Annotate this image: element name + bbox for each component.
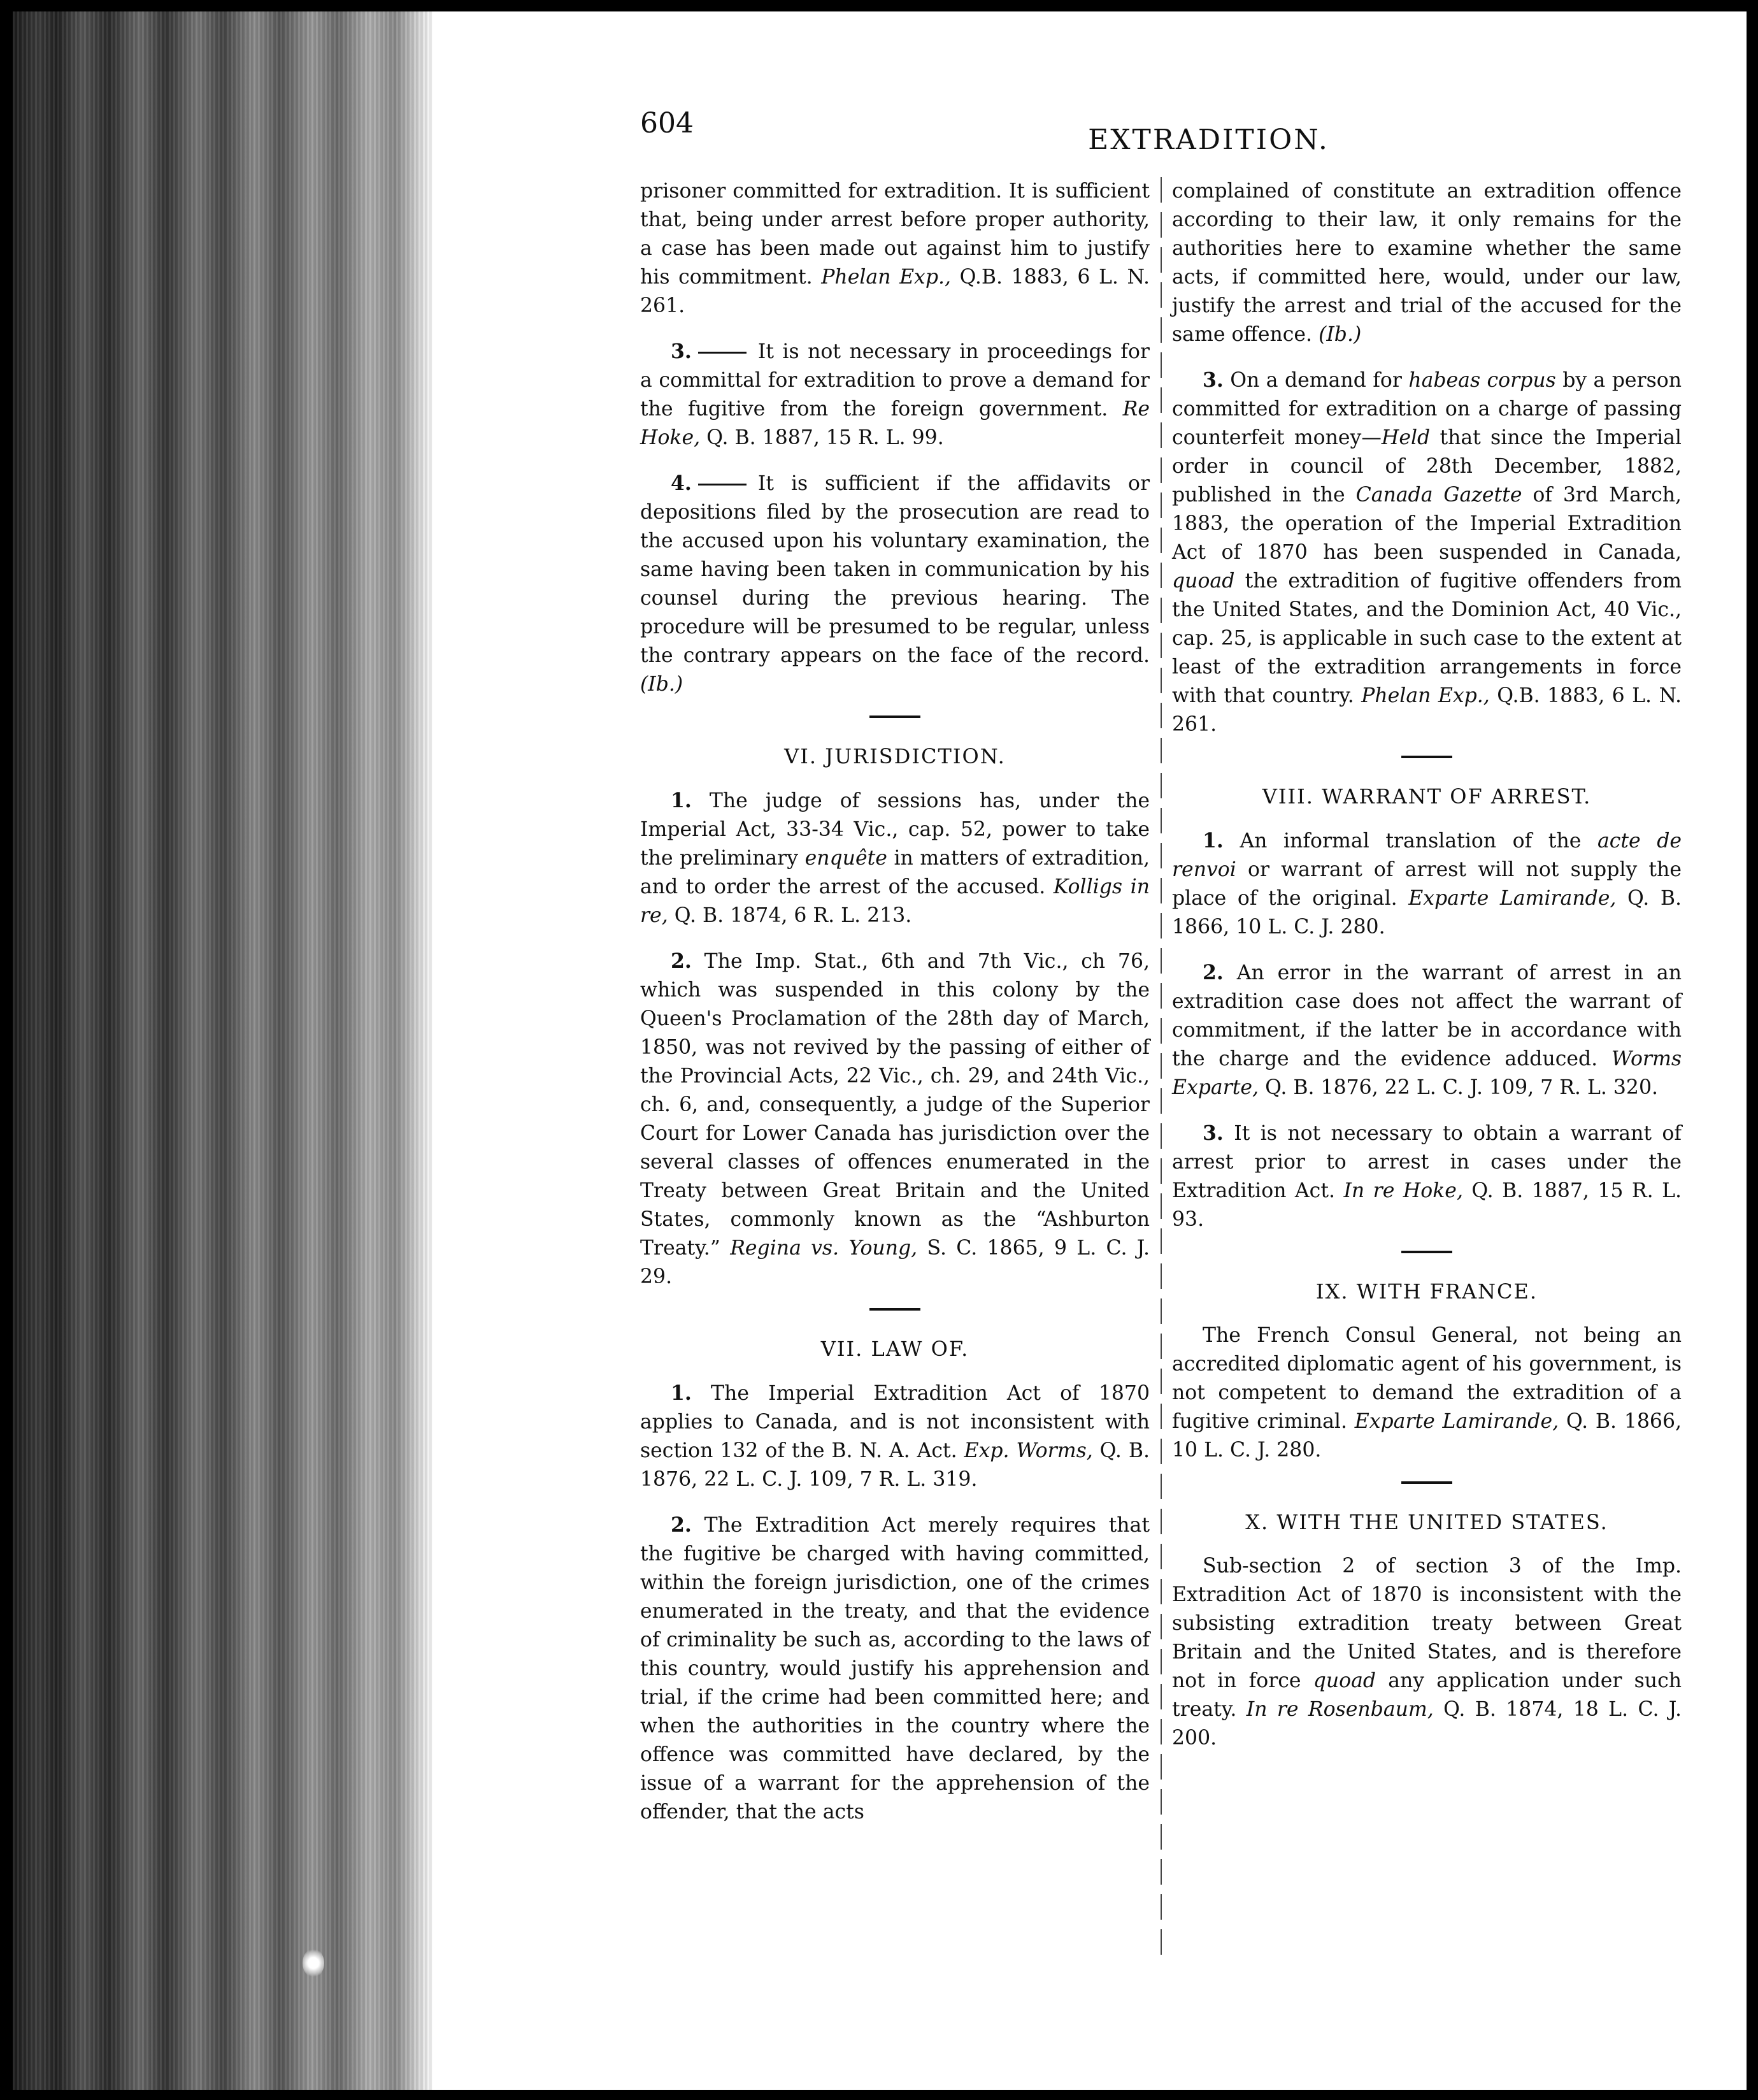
section-separator (869, 1308, 920, 1311)
section-heading-jurisdiction: VI. JURISDICTION. (784, 744, 1006, 768)
book-page-edges (13, 11, 433, 2090)
jurisdiction-paragraph-1: 1. The judge of sessions has, under the Imperial Act, 33-34 Vic., cap. 52, power to take the preliminary enquête in matters of extradition, and to order the arrest of the accused. Kolligs in re, Q. B. 1874, 6 R. L. 213. (640, 789, 1150, 927)
em-dash-rule (698, 352, 747, 354)
law-of-paragraph-3: 3. On a demand for habeas corpus by a person committed for extradition on a charge of passing counterfeit money—Held that since the Imperial order in council of 28th December, 1882, published in the Canada Gazette of 3rd March, 1883, the operation of the Imperial Extradition Act of 1870 has been suspended in Canada, quoad the extradition of fugitive offenders from the United States, and the Dominion Act, 40 Vic., cap. 25, is applicable in such case to the extent at least of the extradition arrangements in force with that country. Phelan Exp., Q.B. 1883, 6 L. N. 261. (1172, 368, 1682, 736)
law-of-paragraph-1: 1. The Imperial Extradition Act of 1870 applies to Canada, and is not inconsistent with section 132 of the B. N. A. Act. Exp. Worms, Q. B. 1876, 22 L. C. J. 109, 7 R. L. 319. (640, 1381, 1150, 1491)
section-heading-with-france: IX. WITH FRANCE. (1315, 1279, 1538, 1304)
section-heading-with-united-states: X. WITH THE UNITED STATES. (1245, 1510, 1608, 1534)
paragraph-continued: complained of constitute an extradition offence according to their law, it only remains for the authorities here to examine whether the same acts, if committed here, would, under our law, justify the arrest and trial of the accused for the same offence. (Ib.) (1172, 180, 1682, 346)
law-of-paragraph-2: 2. The Extradition Act merely requires that the fugitive be charged with having committed, within the foreign jurisdiction, one of the crimes enumerated in the treaty, and that the evidence of criminality be such as, according to the laws of this country, would justify his apprehension and trial, if the crime had been committed here; and when the authorities in the country where the offence was committed have declared, by the issue of a warrant for the apprehension of the offender, that the acts (640, 1513, 1150, 1823)
section-separator (1401, 1251, 1452, 1253)
right-column (1172, 177, 1682, 1769)
warrant-paragraph-1: 1. An informal translation of the acte de renvoi or warrant of arrest will not supply the place of the original. Exparte Lamirande, Q. B. 1866, 10 L. C. J. 280. (1172, 829, 1682, 939)
section-separator (1401, 756, 1452, 758)
paragraph-4: 4. It is sufficient if the affidavits or depositions filed by the prosecution are read to the accused upon his voluntary examination, the same having been taken in communication by his counsel during the previous hearing. The procedure will be presumed to be regular, unless the contrary appears on the face of the record. (Ib.) (640, 471, 1150, 696)
section-heading-warrant-of-arrest: VIII. WARRANT OF ARREST. (1262, 784, 1592, 809)
warrant-paragraph-3: 3. It is not necessary to obtain a warrant of arrest prior to arrest in cases under the Extradition Act. In re Hoke, Q. B. 1887, 15 R. L. 93. (1172, 1121, 1682, 1231)
paragraph-3: 3. It is not necessary in proceedings for a committal for extradition to prove a demand for the fugitive from the foreign government. Re Hoke, Q. B. 1887, 15 R. L. 99. (640, 340, 1150, 449)
section-separator (1401, 1481, 1452, 1484)
section-heading-law-of: VII. LAW OF. (820, 1337, 969, 1361)
warrant-paragraph-2: 2. An error in the warrant of arrest in an extradition case does not affect the warrant of commitment, if the latter be in accordance with the charge and the evidence adduced. Worms Exparte, Q. B. 1876, 22 L. C. J. 109, 7 R. L. 320. (1172, 961, 1682, 1099)
column-divider (1161, 177, 1162, 1961)
united-states-paragraph: Sub-section 2 of section 3 of the Imp. Extradition Act of 1870 is inconsistent with the subsisting extradition treaty between Great Britain and the United States, and is therefore not in force quoad any application under such treaty. In re Rosenbaum, Q. B. 1874, 18 L. C. J. 200. (1172, 1555, 1682, 1750)
paragraph-continued: prisoner committed for extradition. It is sufficient that, being under arrest before proper authority, a case has been made out against him to justify his commitment. Phelan Exp., Q.B. 1883, 6 L. N. 261. (640, 180, 1150, 317)
france-paragraph: The French Consul General, not being an accredited diplomatic agent of his government, is not competent to demand the extradition of a fugitive criminal. Exparte Lamirande, Q. B. 1866, 10 L. C. J. 280. (1172, 1324, 1682, 1462)
page-title-text: EXTRADITION. (1088, 124, 1329, 156)
scan-smudge (303, 1948, 324, 1978)
page-number: 604 (640, 107, 694, 140)
jurisdiction-paragraph-2: 2. The Imp. Stat., 6th and 7th Vic., ch 76, which was suspended in this colony by the Queen's Proclamation of the 28th day of March, 1850, was not revived by the passing of either of the Provincial Acts, 22 Vic., ch. 29, and 24th Vic., ch. 6, and, consequently, a judge of the Superior Court for Lower Canada has jurisdiction over the several classes of offences enumerated in the Treaty between Great Britain and the United States, commonly known as the “Ashburton Treaty.” Regina vs. Young, S. C. 1865, 9 L. C. J. 29. (640, 949, 1150, 1288)
section-separator (869, 716, 920, 718)
book-page (13, 11, 1747, 2090)
page-title (640, 124, 1682, 156)
em-dash-rule (698, 484, 747, 485)
left-column (640, 177, 1150, 1843)
